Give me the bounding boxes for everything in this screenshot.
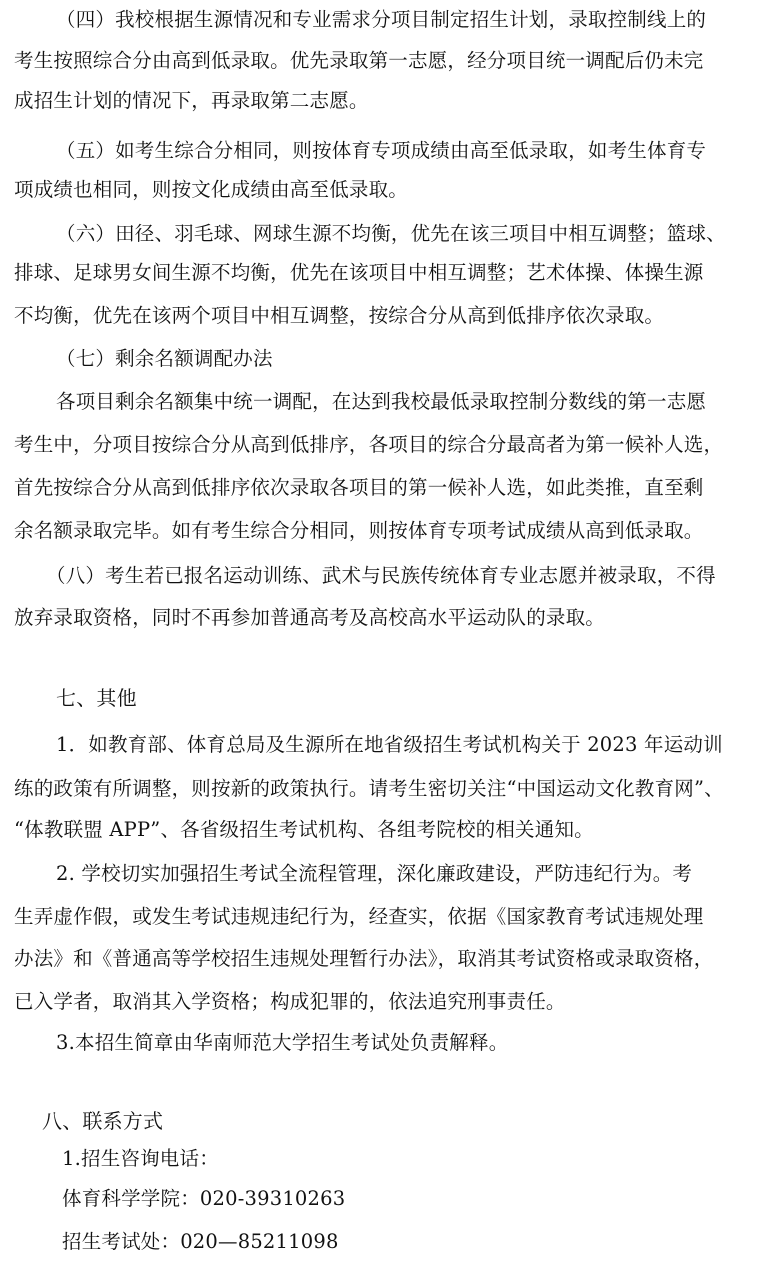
text-line: 首先按综合分从高到低排序依次录取各项目的第一候补人选，如此类推，直至剩 [14, 476, 704, 499]
text-line: 练的政策有所调整，则按新的政策执行。请考生密切关注“中国运动文化教育网”、 [14, 777, 724, 800]
text-line: （五）如考生综合分相同，则按体育专项成绩由高至低录取，如考生体育专 [56, 139, 707, 162]
text-line: 2. 学校切实加强招生考试全流程管理，深化廉政建设，严防违纪行为。考 [56, 862, 693, 885]
section-heading: 八、联系方式 [42, 1109, 164, 1133]
text-line: 排球、足球男女间生源不均衡，优先在该项目中相互调整；艺术体操、体操生源 [14, 261, 704, 284]
text-line: 办法》和《普通高等学校招生违规处理暂行办法》，取消其考试资格或录取资格， [14, 947, 714, 970]
section-heading: 七、其他 [56, 686, 137, 710]
text-line: 已入学者，取消其入学资格；构成犯罪的，依法追究刑事责任。 [14, 990, 566, 1013]
text-line: （八）考生若已报名运动训练、武术与民族传统体育专业志愿并被录取，不得 [46, 564, 716, 587]
text-line: 招生考试处：020—85211098 [62, 1230, 339, 1253]
text-line: （七）剩余名额调配办法 [56, 347, 273, 370]
text-line: 考生中，分项目按综合分从高到低排序，各项目的综合分最高者为第一候补人选， [14, 433, 724, 456]
text-line: 1．如教育部、体育总局及生源所在地省级招生考试机构关于 2023 年运动训 [56, 733, 723, 756]
text-line: 体育科学学院：020-39310263 [62, 1187, 346, 1210]
text-line: 考生按照综合分由高到低录取。优先录取第一志愿，经分项目统一调配后仍未完 [14, 49, 704, 72]
text-line: 成招生计划的情况下，再录取第二志愿。 [14, 89, 369, 112]
text-line: （四）我校根据生源情况和专业需求分项目制定招生计划，录取控制线上的 [56, 8, 707, 31]
text-line: 各项目剩余名额集中统一调配，在达到我校最低录取控制分数线的第一志愿 [56, 390, 707, 413]
text-line: 不均衡，优先在该两个项目中相互调整，按综合分从高到低排序依次录取。 [14, 304, 665, 327]
text-line: 生弄虚作假，或发生考试违规违纪行为，经查实，依据《国家教育考试违规处理 [14, 905, 704, 928]
text-line: 放弃录取资格，同时不再参加普通高考及高校高水平运动队的录取。 [14, 606, 606, 629]
text-line: （六）田径、羽毛球、网球生源不均衡，优先在该三项目中相互调整；篮球、 [56, 222, 726, 245]
text-line: 余名额录取完毕。如有考生综合分相同，则按体育专项考试成绩从高到低录取。 [14, 519, 704, 542]
text-line: 3.本招生简章由华南师范大学招生考试处负责解释。 [56, 1031, 509, 1054]
text-line: 项成绩也相同，则按文化成绩由高至低录取。 [14, 178, 409, 201]
text-line: “体教联盟 APP”、各省级招生考试机构、各组考院校的相关通知。 [14, 818, 594, 841]
text-line: 1.招生咨询电话： [62, 1147, 219, 1170]
